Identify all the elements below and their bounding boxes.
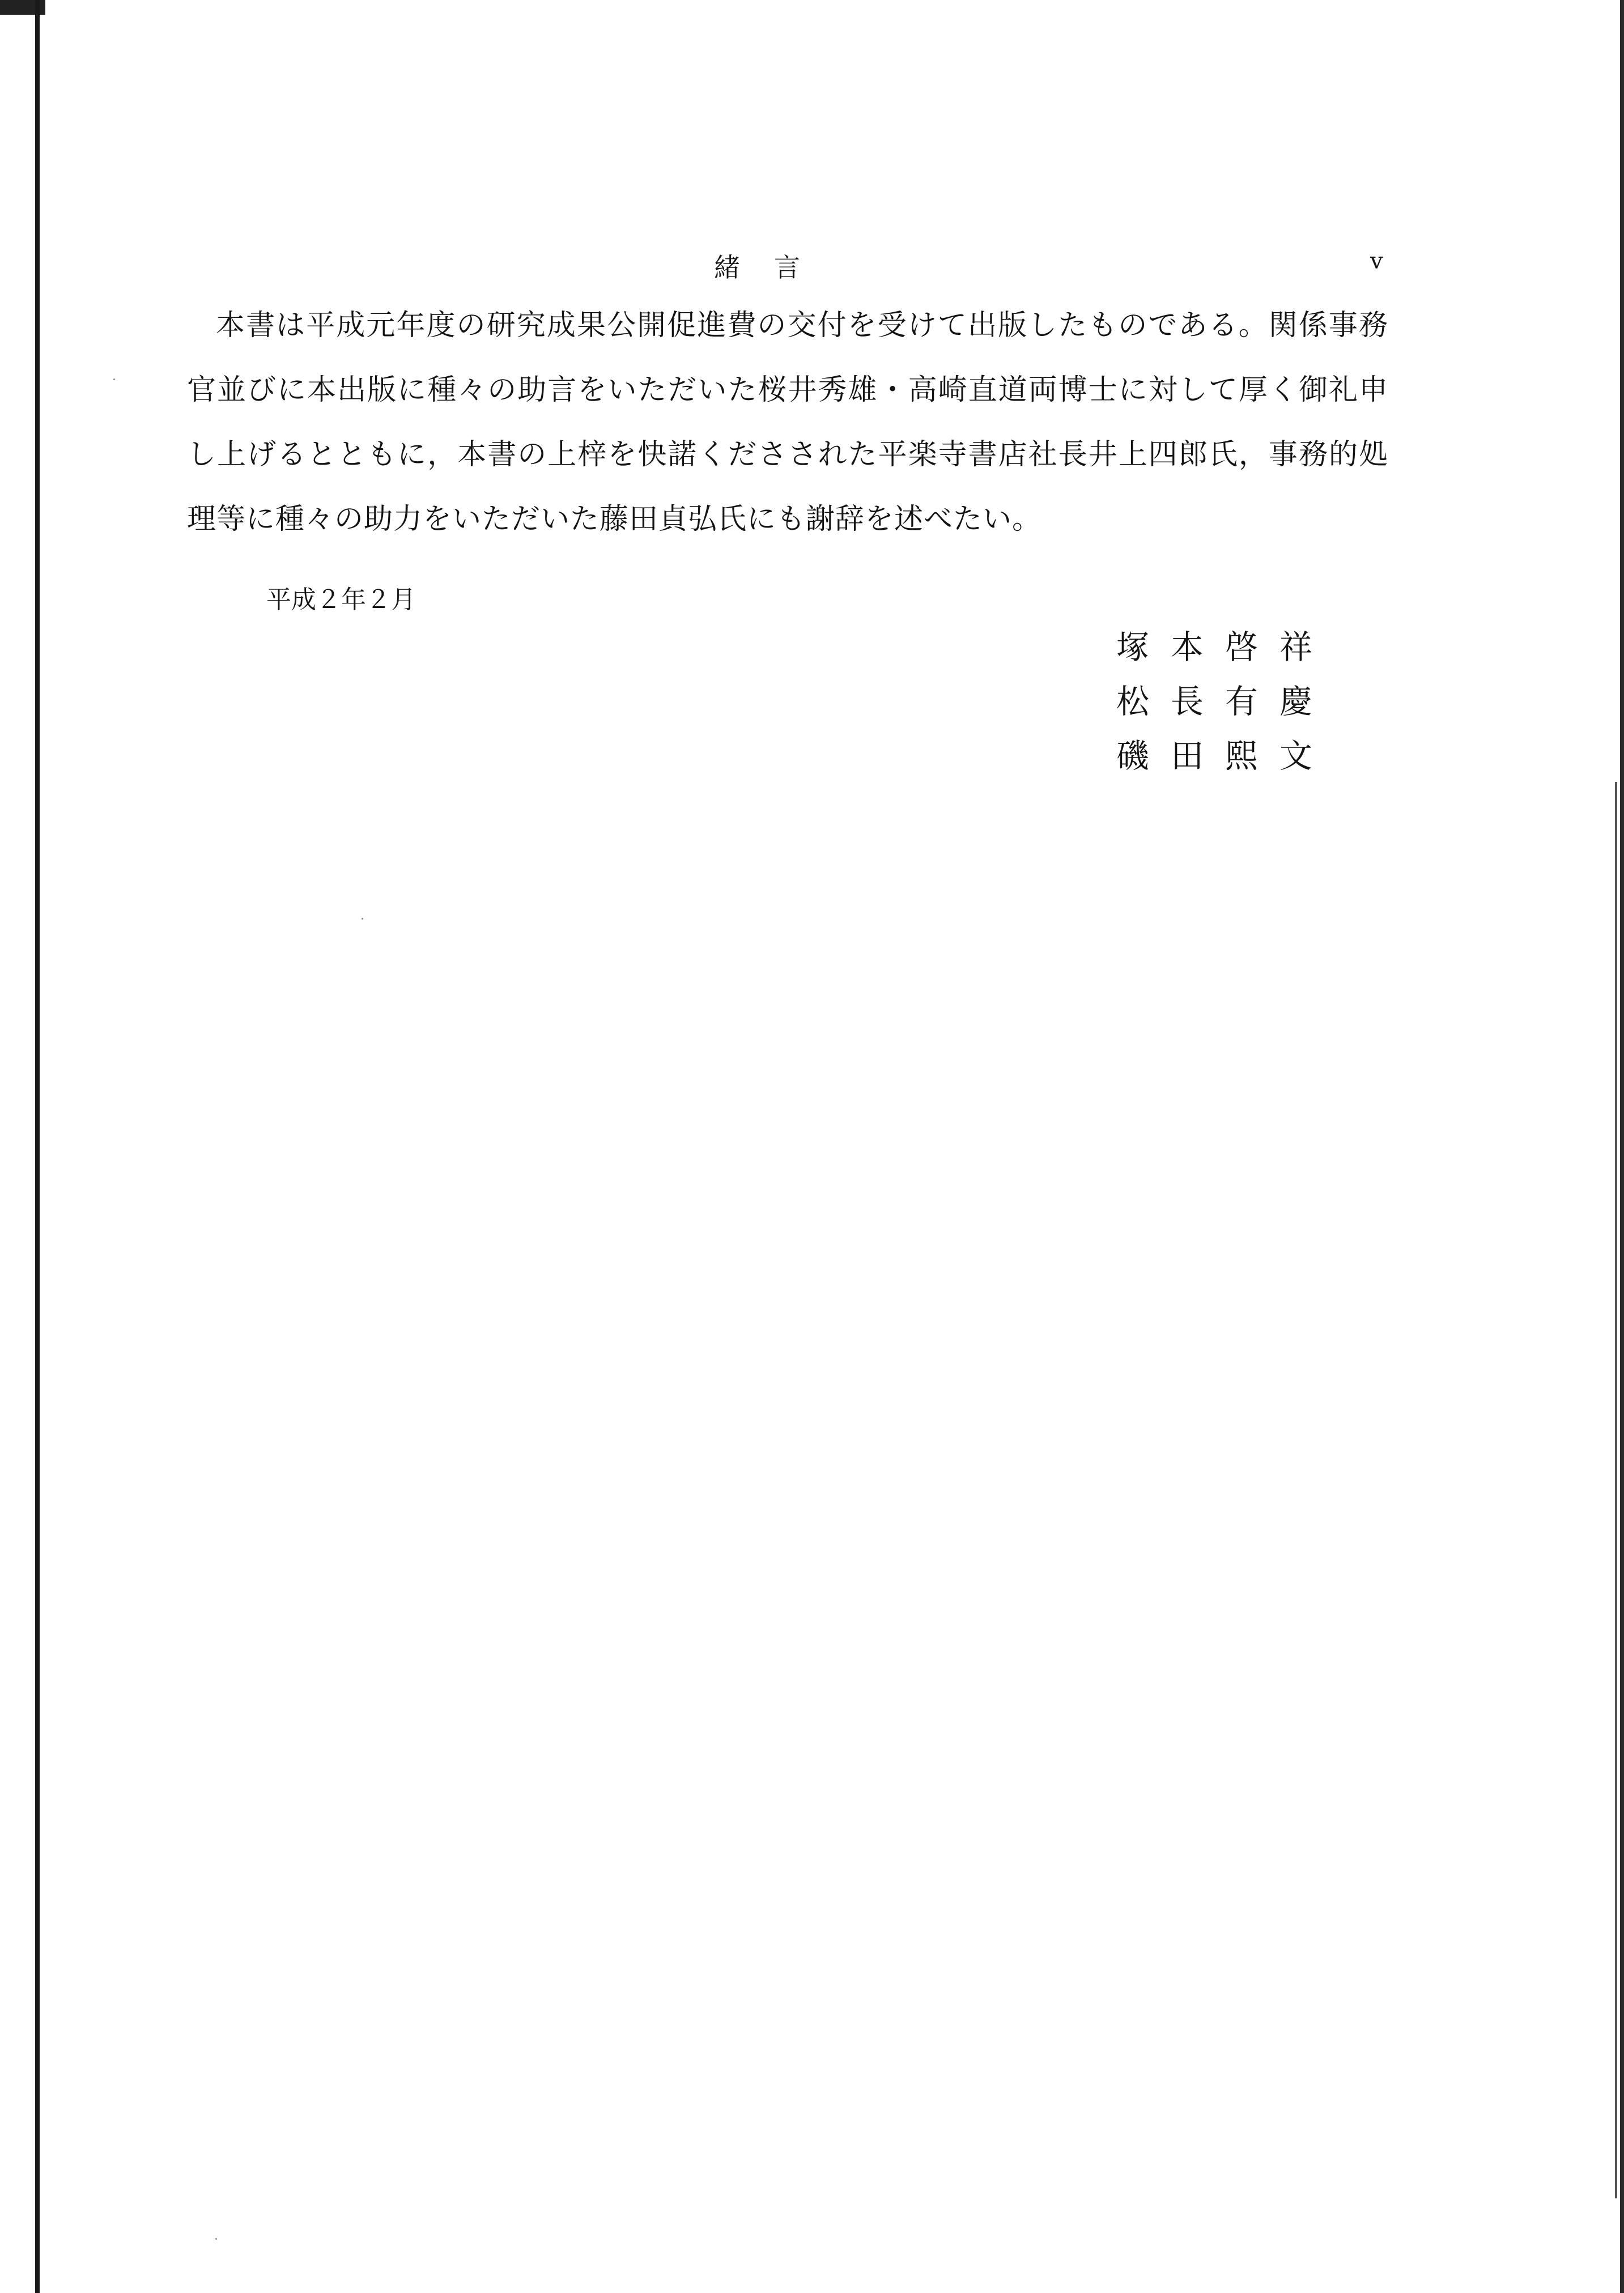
author-name: 松長有慶 xyxy=(1116,682,1334,721)
scan-border-left xyxy=(35,0,40,2293)
running-title: 緒言 xyxy=(714,252,834,283)
page-number: v xyxy=(1370,248,1383,274)
author-name: 磯田熙文 xyxy=(1116,737,1334,775)
scan-border-right xyxy=(1620,0,1624,2293)
scan-speck xyxy=(113,378,115,380)
scan-shadow-right xyxy=(1615,782,1617,2198)
author-signatures xyxy=(1116,620,1334,783)
scan-speck xyxy=(215,2238,217,2240)
author-name: 塚本啓祥 xyxy=(1116,628,1334,666)
preface-paragraph: 本書は平成元年度の研究成果公開促進費の交付を受けて出版したものである。関係事務官並びに本出版に種々の助言をいただいた桜井秀雄・高崎直道両博士に対して厚く御礼申し上げるとともに，本書の上梓を快諾くださされた平楽寺書店社長井上四郎氏，事務的処理等に種々の助力をいただいた藤田貞弘氏にも謝辞を述べたい。 xyxy=(187,309,1388,536)
scan-speck xyxy=(362,918,363,920)
preface-date: 平成２年２月 xyxy=(266,585,416,614)
